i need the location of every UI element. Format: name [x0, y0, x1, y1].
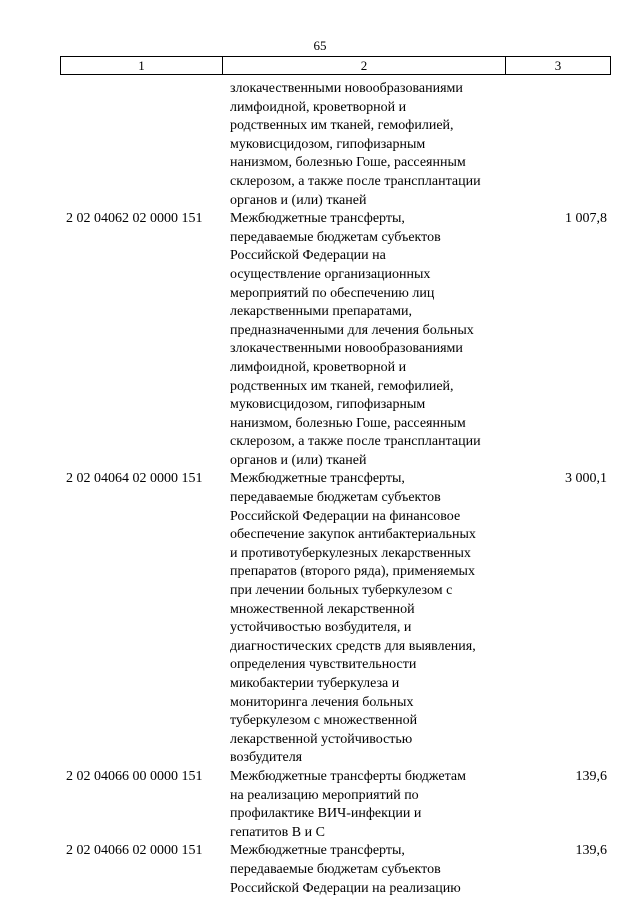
description-line: предназначенными для лечения больных: [230, 322, 474, 338]
table-body: [60, 80, 611, 898]
description-line: диагностических средств для выявления,: [230, 638, 476, 654]
description-line: Российской Федерации на финансовое: [230, 508, 461, 524]
row-amount: 139,6: [575, 768, 607, 784]
description-line: передаваемые бюджетам субъектов: [230, 229, 441, 245]
description-line: Межбюджетные трансферты бюджетам: [230, 768, 466, 784]
description-line: мониторинга лечения больных: [230, 694, 414, 710]
description-line: нанизмом, болезнью Гоше, рассеянным: [230, 415, 466, 431]
description-line: муковисцидозом, гипофизарным: [230, 136, 426, 152]
row-amount: [500, 80, 611, 210]
table-row: [60, 80, 611, 210]
description-line: органов и (или) тканей: [230, 192, 367, 208]
description-line: муковисцидозом, гипофизарным: [230, 397, 426, 413]
description-line: и противотуберкулезных лекарственных: [230, 545, 471, 561]
table-row: [60, 470, 611, 768]
description-line: злокачественными новообразованиями: [230, 341, 463, 357]
header-col-3: 3: [554, 57, 562, 73]
row-code: 2 02 04064 02 0000 151: [66, 471, 203, 487]
row-description: [230, 80, 500, 210]
row-description: [230, 210, 500, 470]
description-line: родственных им тканей, гемофилией,: [230, 378, 454, 394]
description-line: Российской Федерации на реализацию: [230, 880, 461, 896]
page-number: 65: [313, 38, 327, 53]
description-line: на реализацию мероприятий по: [230, 787, 419, 803]
description-line: лекарственной устойчивостью: [230, 731, 413, 747]
description-line: Межбюджетные трансферты,: [230, 471, 405, 487]
description-line: возбудителя: [230, 750, 303, 766]
description-line: нанизмом, болезнью Гоше, рассеянным: [230, 155, 466, 171]
row-code: 2 02 04066 00 0000 151: [66, 768, 203, 784]
table-row: [60, 842, 611, 898]
description-line: лимфоидной, кроветворной и: [230, 359, 407, 375]
table-header: [60, 56, 611, 75]
table-row: [60, 768, 611, 842]
row-amount: 139,6: [575, 843, 607, 859]
description-line: лекарственными препаратами,: [230, 304, 412, 320]
row-amount: 1 007,8: [565, 211, 607, 227]
description-line: препаратов (второго ряда), применяемых: [230, 564, 475, 580]
row-code: [60, 80, 230, 210]
description-line: туберкулезом с множественной: [230, 713, 418, 729]
description-line: осуществление организационных: [230, 266, 431, 282]
description-line: при лечении больных туберкулезом с: [230, 583, 453, 599]
description-line: мероприятий по обеспечению лиц: [230, 285, 435, 301]
description-line: лимфоидной, кроветворной и: [230, 99, 407, 115]
row-description: [230, 768, 500, 842]
header-col-2: 2: [223, 57, 506, 74]
description-line: множественной лекарственной: [230, 601, 415, 617]
description-line: гепатитов В и С: [230, 824, 325, 840]
row-amount: 3 000,1: [565, 471, 607, 487]
description-line: Межбюджетные трансферты,: [230, 843, 405, 859]
header-col-1: 1: [61, 57, 223, 74]
description-line: микобактерии туберкулеза и: [230, 676, 400, 691]
description-line: передаваемые бюджетам субъектов: [230, 861, 441, 877]
description-line: склерозом, а также после трансплантации: [230, 173, 481, 189]
description-line: Российской Федерации на: [230, 248, 386, 264]
table-row: [60, 210, 611, 470]
description-line: устойчивостью возбудителя, и: [230, 620, 412, 636]
description-line: органов и (или) тканей: [230, 452, 367, 468]
description-line: Межбюджетные трансферты,: [230, 211, 405, 227]
description-line: злокачественными новообразованиями: [230, 81, 463, 96]
description-line: определения чувствительности: [230, 657, 417, 673]
description-line: передаваемые бюджетам субъектов: [230, 490, 441, 506]
description-line: профилактике ВИЧ-инфекции и: [230, 806, 422, 822]
description-line: склерозом, а также после трансплантации: [230, 434, 481, 450]
row-description: [230, 470, 500, 768]
row-code: 2 02 04062 02 0000 151: [66, 211, 203, 227]
row-code: 2 02 04066 02 0000 151: [66, 843, 203, 859]
row-description: [230, 842, 500, 898]
description-line: обеспечение закупок антибактериальных: [230, 527, 476, 543]
description-line: родственных им тканей, гемофилией,: [230, 118, 454, 134]
